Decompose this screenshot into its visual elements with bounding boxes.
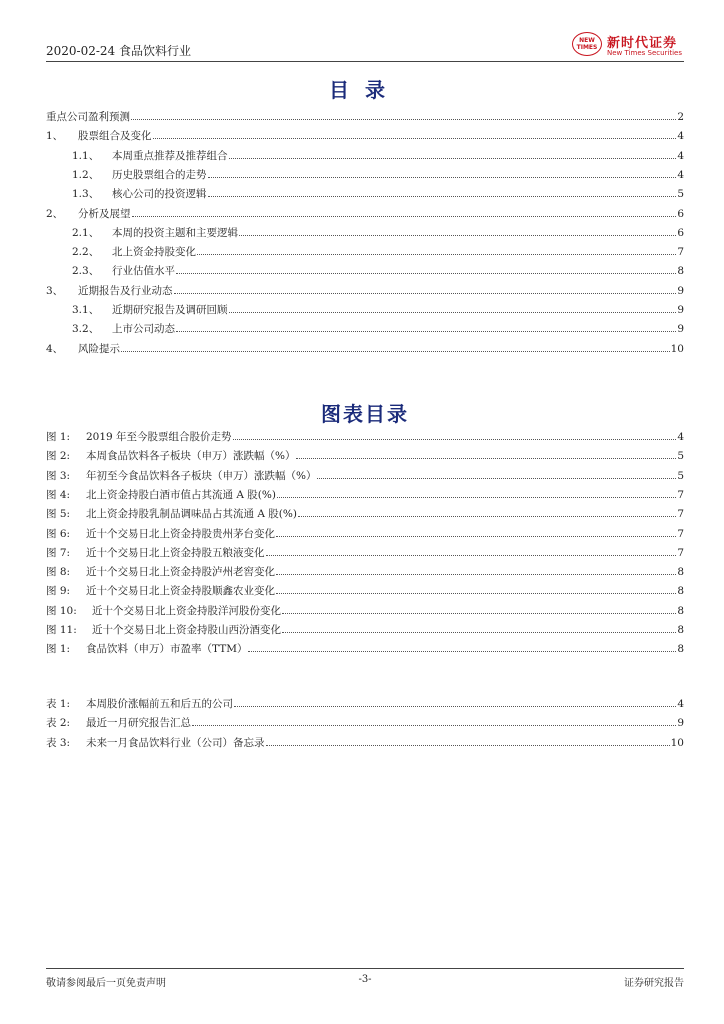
entry-text: 核心公司的投资逻辑: [112, 188, 207, 201]
leader-dots: [298, 516, 676, 517]
leader-dots: [153, 138, 677, 139]
toc-entry[interactable]: [46, 486, 684, 504]
entry-text: 近期报告及行业动态: [78, 284, 173, 297]
entry-page: 6: [677, 207, 684, 220]
entry-page: 8: [677, 265, 684, 278]
entry-page: 5: [677, 450, 684, 463]
toc-entry[interactable]: [46, 467, 684, 485]
entry-text: 近十个交易日北上资金持股贵州茅台变化: [86, 527, 275, 540]
page-header: [46, 32, 684, 62]
toc-entry[interactable]: [46, 602, 684, 620]
leader-dots: [282, 613, 676, 614]
entry-text: 食品饮料（申万）市盈率（TTM）: [86, 643, 248, 656]
toc-entry[interactable]: [46, 282, 684, 300]
entry-number: 图 1:: [46, 643, 71, 656]
toc-entry[interactable]: [46, 185, 684, 203]
logo-name-en: New Times Securities: [607, 49, 682, 57]
leader-dots: [234, 706, 676, 707]
entry-page: 7: [677, 246, 684, 259]
toc-entry[interactable]: [46, 340, 684, 358]
entry-number: 图 10:: [46, 604, 77, 617]
entry-number: 图 7:: [46, 546, 71, 559]
entry-page: 7: [677, 508, 684, 521]
entry-number: 1.1、: [72, 149, 100, 162]
leader-dots: [233, 439, 677, 440]
footer-divider: [46, 968, 684, 969]
entry-text: 近十个交易日北上资金持股五粮液变化: [86, 546, 265, 559]
toc-entry[interactable]: [46, 320, 684, 338]
leader-dots: [197, 254, 676, 255]
entry-page: 7: [677, 546, 684, 559]
leader-dots: [208, 177, 677, 178]
leader-dots: [276, 574, 676, 575]
entry-page: 10: [670, 342, 684, 355]
entry-page: 4: [677, 698, 684, 710]
brand-logo: [572, 32, 684, 60]
entry-number: 3.2、: [72, 323, 100, 336]
leader-dots: [282, 632, 676, 633]
toc-entry[interactable]: [46, 695, 684, 713]
toc-entry[interactable]: [46, 301, 684, 319]
page-footer: [46, 974, 684, 988]
toc-entry[interactable]: [46, 447, 684, 465]
entry-page: 7: [677, 527, 684, 540]
entry-page: 2: [677, 111, 684, 123]
logo-name-cn: 新时代证券: [607, 36, 678, 51]
entry-page: 10: [670, 736, 684, 749]
entry-number: 1、: [46, 130, 64, 143]
entry-page: 4: [677, 431, 684, 443]
entry-page: 4: [677, 130, 684, 143]
entry-text: 近期研究报告及调研回顾: [112, 304, 228, 316]
leader-dots: [296, 458, 676, 459]
entry-page: 8: [677, 643, 684, 656]
entry-page: 8: [677, 566, 684, 579]
entry-number: 2.3、: [72, 265, 100, 278]
header-divider: [46, 61, 684, 62]
leader-dots: [176, 273, 676, 274]
logo-seal-icon: NEW TIMES: [572, 32, 602, 56]
entry-number: 图 11:: [46, 624, 77, 636]
entry-text: 年初至今食品饮料各子板块（申万）涨跌幅（%）: [86, 469, 317, 482]
entry-page: 6: [677, 226, 684, 239]
leader-dots: [266, 745, 670, 746]
entry-number: 图 3:: [46, 469, 71, 482]
entry-number: 图 2:: [46, 450, 71, 463]
toc-title: 目录: [329, 78, 401, 102]
entry-page: 8: [677, 604, 684, 617]
entry-page: 8: [677, 585, 684, 598]
figures-title: 图表目录: [321, 402, 409, 426]
leader-dots: [317, 478, 676, 479]
leader-dots: [276, 536, 676, 537]
toc-entry[interactable]: [46, 563, 684, 581]
entry-text: 本周重点推荐及推荐组合: [112, 149, 228, 162]
entry-number: 2.1、: [72, 226, 100, 239]
entry-page: 5: [677, 188, 684, 201]
toc-entry[interactable]: [46, 262, 684, 280]
toc-entry[interactable]: [46, 640, 684, 658]
entry-text: 近十个交易日北上资金持股顺鑫农业变化: [86, 585, 275, 598]
toc-entry[interactable]: [46, 224, 684, 242]
entry-text: 北上资金持股白酒市值占其流通 A 股(%): [86, 488, 276, 501]
entry-text: 行业估值水平: [112, 265, 175, 278]
leader-dots: [174, 293, 677, 294]
entry-number: 表 3:: [46, 736, 71, 749]
entry-page: 4: [677, 149, 684, 162]
entry-text: 2019 年至今股票组合股价走势: [86, 431, 232, 443]
leader-dots: [277, 497, 676, 498]
entry-page: 8: [677, 624, 684, 636]
leader-dots: [229, 312, 677, 313]
entry-page: 4: [677, 168, 684, 181]
leader-dots: [132, 216, 677, 217]
toc-entry[interactable]: [46, 621, 684, 639]
entry-text: 北上资金持股乳制品调味品占其流通 A 股(%): [86, 508, 297, 521]
entry-number: 图 6:: [46, 527, 71, 540]
leader-dots: [248, 651, 676, 652]
toc-entry[interactable]: [46, 166, 684, 184]
entry-page: 9: [677, 323, 684, 336]
leader-dots: [192, 725, 676, 726]
entry-number: 图 9:: [46, 585, 71, 598]
entry-text: 近十个交易日北上资金持股山西汾酒变化: [92, 624, 281, 636]
leader-dots: [276, 593, 676, 594]
leader-dots: [121, 351, 670, 352]
entry-number: 图 8:: [46, 566, 71, 579]
toc-entry[interactable]: [46, 734, 684, 752]
entry-text: 风险提示: [78, 342, 120, 355]
toc-entry[interactable]: [46, 243, 684, 261]
entry-text: 分析及展望: [78, 207, 131, 220]
entry-number: 图 4:: [46, 488, 71, 501]
entry-number: 表 2:: [46, 717, 71, 730]
toc-entry[interactable]: [46, 525, 684, 543]
leader-dots: [131, 119, 676, 120]
leader-dots: [176, 331, 676, 332]
entry-number: 图 1:: [46, 431, 71, 443]
entry-text: 北上资金持股变化: [112, 246, 196, 259]
footer-disclaimer: 敬请参阅最后一页免责声明: [46, 978, 166, 989]
entry-number: 3、: [46, 284, 64, 297]
entry-page: 9: [677, 284, 684, 297]
toc-entry[interactable]: [46, 127, 684, 145]
leader-dots: [229, 158, 677, 159]
entry-text: 本周的投资主题和主要逻辑: [112, 226, 238, 239]
entry-text: 近十个交易日北上资金持股洋河股份变化: [92, 604, 281, 617]
footer-report-type: 证券研究报告: [624, 978, 684, 989]
leader-dots: [239, 235, 676, 236]
toc-entry[interactable]: [46, 108, 684, 126]
entry-text: 近十个交易日北上资金持股泸州老窖变化: [86, 566, 275, 579]
entry-number: 图 5:: [46, 508, 71, 521]
entry-number: 表 1:: [46, 698, 71, 710]
toc-entry[interactable]: [46, 428, 684, 446]
entry-text: 本周食品饮料各子板块（申万）涨跌幅（%）: [86, 450, 296, 463]
entry-number: 1.3、: [72, 188, 100, 201]
entry-page: 5: [677, 469, 684, 482]
entry-number: 4、: [46, 342, 64, 355]
entry-text: 本周股价涨幅前五和后五的公司: [86, 698, 233, 710]
entry-number: 3.1、: [72, 304, 100, 316]
entry-text: 未来一月食品饮料行业（公司）备忘录: [86, 736, 265, 749]
entry-number: 2.2、: [72, 246, 100, 259]
toc-entry[interactable]: [46, 714, 684, 732]
entry-page: 9: [677, 717, 684, 730]
toc-entry[interactable]: [46, 505, 684, 523]
entry-text: 上市公司动态: [112, 323, 175, 336]
entry-text: 股票组合及变化: [78, 130, 152, 143]
entry-number: 2、: [46, 207, 64, 220]
entry-number: 1.2、: [72, 168, 100, 181]
page-number: -3-: [358, 974, 372, 985]
leader-dots: [208, 196, 677, 197]
entry-page: 7: [677, 488, 684, 501]
toc-entry[interactable]: [46, 544, 684, 562]
toc-entry[interactable]: [46, 582, 684, 600]
leader-dots: [266, 555, 677, 556]
toc-entry[interactable]: [46, 147, 684, 165]
header-date-industry: 2020-02-24 食品饮料行业: [46, 44, 192, 58]
entry-text: 历史股票组合的走势: [112, 168, 207, 181]
entry-text: 重点公司盈利预测: [46, 111, 130, 123]
entry-text: 最近一月研究报告汇总: [86, 717, 191, 730]
toc-entry[interactable]: [46, 205, 684, 223]
entry-page: 9: [677, 304, 684, 316]
